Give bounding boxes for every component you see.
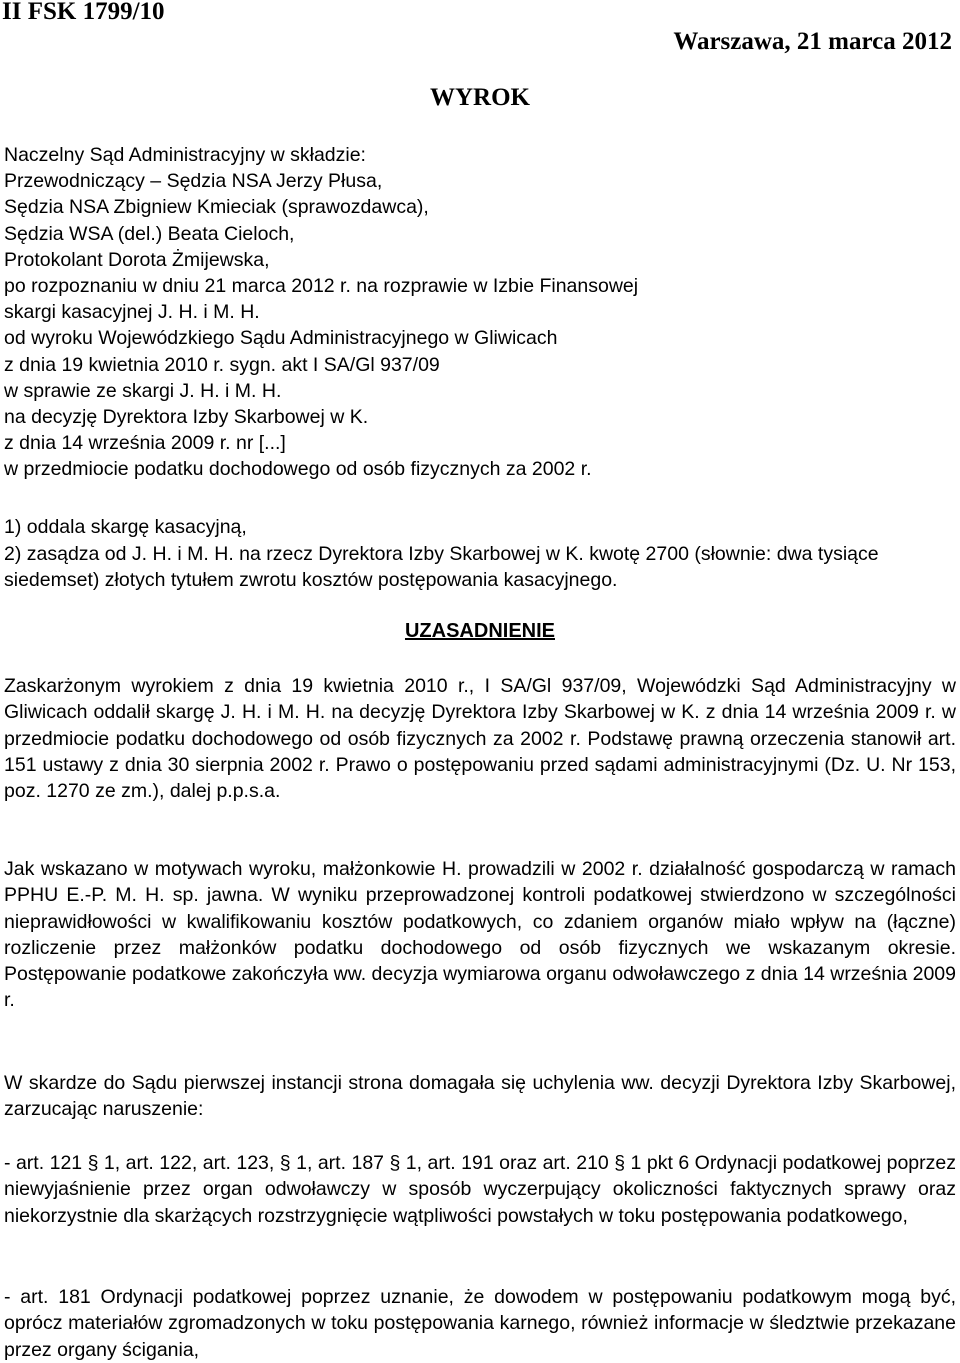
header-line: w sprawie ze skargi J. H. i M. H. (4, 379, 282, 402)
header-line: skargi kasacyjnej J. H. i M. H. (4, 301, 260, 324)
header-line: na decyzję Dyrektora Izby Skarbowej w K. (4, 406, 369, 429)
place-date: Warszawa, 21 marca 2012 (673, 28, 952, 55)
case-number: II FSK 1799/10 (2, 0, 165, 25)
header-line: po rozpoznaniu w dniu 21 marca 2012 r. na rozprawie w Izbie Finansowej (4, 275, 639, 298)
order-item: 2) zasądza od J. H. i M. H. na rzecz Dyrektora Izby Skarbowej w K. kwotę 2700 (słownie: dwa tysiące siedemset) złotych tytułem zwrotu kosztów postępowania kasacyjnego. (4, 542, 879, 591)
section-title-justification: UZASADNIENIE (404, 620, 555, 642)
header-line: w przedmiocie podatku dochodowego od osób fizycznych za 2002 r. (4, 458, 592, 481)
charge-item: - art. 181 Ordynacji podatkowej poprzez uznanie, że dowodem w postępowaniu podatkowym mogą być, oprócz materiałów zgromadzonych w toku postępowania karnego, również informacje w śledztwie przekazane przez organy ścigania, (4, 1286, 956, 1361)
justification-paragraph: W skardze do Sądu pierwszej instancji strona domagała się uchylenia ww. decyzji Dyrektora Izby Skarbowej, zarzucając naruszenie: (4, 1072, 956, 1121)
header-line: z dnia 19 kwietnia 2010 r. sygn. akt I SA/Gl 937/09 (4, 353, 440, 376)
document-title: WYROK (430, 84, 530, 111)
verdict-orders (4, 514, 954, 594)
justification-paragraph: Zaskarżonym wyrokiem z dnia 19 kwietnia 2010 r., I SA/Gl 937/09, Wojewódzki Sąd Administracyjny w Gliwicach oddalił skargę J. H. i M. H. na decyzję Dyrektora Izby Skarbowej w K. z dnia 14 września 2009 r. w przedmiocie podatku dochodowego od osób fizycznych za 2002 r. Podstawę prawną orzeczenia stanowił art. 151 ustawy z dnia 30 sierpnia 2002 r. Prawo o postępowaniu przed sądami administracyjnymi (Dz. U. Nr 153, poz. 1270 ze zm.), dalej p.p.s.a. (4, 675, 956, 803)
charge-item: - art. 121 § 1, art. 122, art. 123, § 1, art. 187 § 1, art. 191 oraz art. 210 § 1 pkt 6 Ordynacji podatkowej poprzez niewyjaśnienie przez organ odwoławczy w sposób wyczerpujący okoliczności faktycznych sprawy oraz niekorzystnie dla skarżących rozstrzygnięcie wątpliwości powstałych w toku postępowania podatkowego, (4, 1152, 956, 1227)
header-line: od wyroku Wojewódzkiego Sądu Administracyjnego w Gliwicach (4, 327, 558, 350)
header-line: Protokolant Dorota Żmijewska, (4, 248, 270, 271)
header-line: Sędzia WSA (del.) Beata Cieloch, (4, 222, 295, 245)
header-line: Sędzia NSA Zbigniew Kmieciak (sprawozdawca), (4, 196, 429, 219)
order-item: 1) oddala skargę kasacyjną, (4, 516, 247, 538)
court-composition-block (4, 142, 954, 483)
header-line: Przewodniczący – Sędzia NSA Jerzy Płusa, (4, 170, 383, 193)
header-line: z dnia 14 września 2009 r. nr [...] (4, 432, 286, 455)
justification-paragraph: Jak wskazano w motywach wyroku, małżonkowie H. prowadzili w 2002 r. działalność gospodarczą w ramach PPHU E.-P. M. H. sp. jawna. W wyniku przeprowadzonej kontroli podatkowej stwierdzono w szczególności nieprawidłowości w kwalifikowaniu kosztów podatkowych, co zdaniem organów miało wpływ na (łączne) rozliczenie przez małżonków podatku dochodowego od osób fizycznych we wskazanym okresie. Postępowanie podatkowe zakończyła ww. decyzja wymiarowa organu odwoławczego z dnia 14 września 2009 r. (4, 858, 956, 1012)
header-line: Naczelny Sąd Administracyjny w składzie: (4, 144, 366, 166)
